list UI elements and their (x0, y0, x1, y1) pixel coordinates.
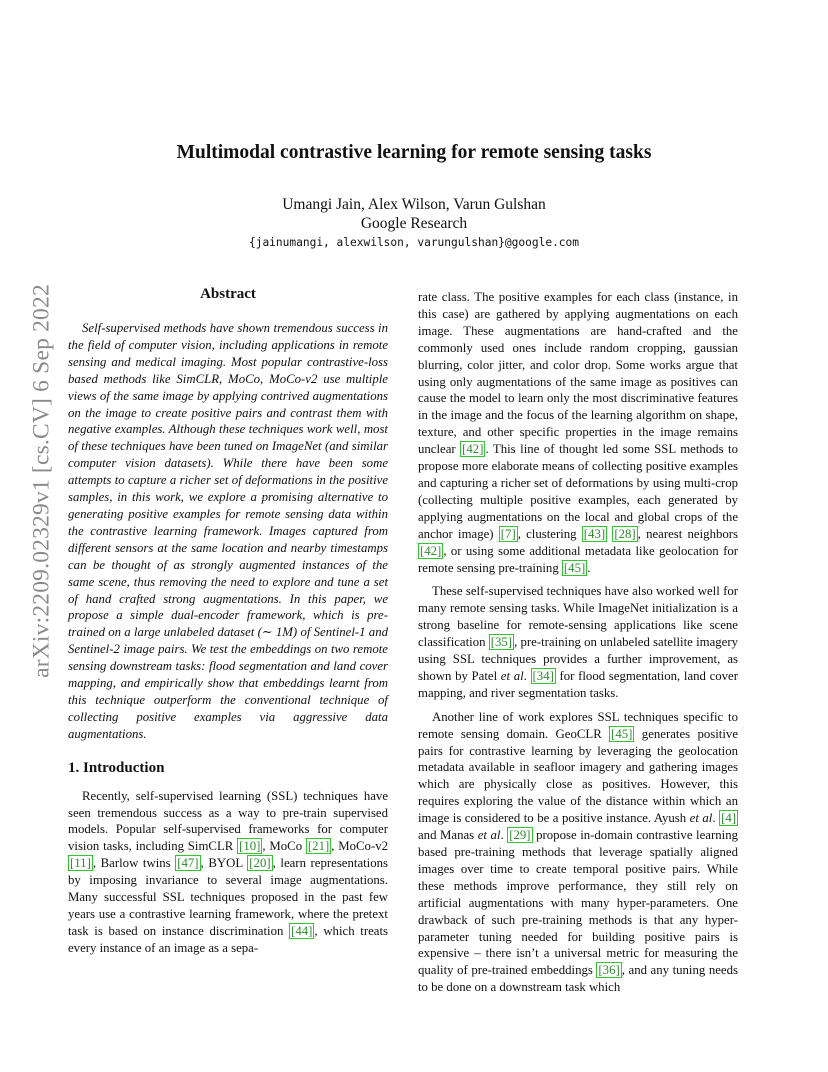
text-run: , clustering (517, 526, 582, 541)
body-paragraph (418, 583, 738, 701)
affiliation: Google Research (360, 215, 468, 232)
citation-link[interactable]: [29] (509, 828, 531, 843)
citation-link[interactable]: [44] (291, 923, 313, 938)
arxiv-stamp-text: arXiv:2209.02329v1 [cs.CV] 6 Sep 2022 (28, 284, 55, 678)
body-paragraph (418, 289, 738, 576)
text-run: generates positive pairs for contrastive learning by leveraging the geolocation metadata available in seafloor imagery and gathering images which are physically close as positives. However, this requires exploring the value of the distance within which an image is considered to be a positive instance. Ayush (418, 726, 738, 826)
citation-link[interactable]: [45] (611, 726, 633, 741)
text-run: , MoCo (262, 839, 306, 854)
text-run: . (500, 828, 508, 843)
text-run: , nearest neighbors (637, 526, 739, 541)
text-run: Another line of work explores SSL techniques specific to remote sensing domain. GeoCLR (418, 709, 738, 741)
author-emails: {jainumangi, alexwilson, varungulshan}@google.com (248, 236, 580, 249)
citation-link[interactable]: [10] (239, 839, 261, 854)
text-run: propose in-domain contrastive learning based pre-training methods that leverage spatially aligned images over time to create temporal positive pairs. While these methods improve performance, they still rely on artificial augmentations with many hyper-parameters. One drawback of such pre-training methods is that any hyper-parameter tuning needed for building positive pairs is expensive – there isn’t a universal metric for measuring the quality of pre-trained embeddings (418, 828, 738, 978)
right-column (418, 289, 738, 996)
body-paragraph (418, 709, 738, 996)
text-run: Recently, self-supervised learning (SSL) techniques have seen tremendous success as a way to pre-train supervised models. Popular self-supervised frameworks for computer vision tasks, including SimCLR (68, 788, 388, 854)
citation-link[interactable]: [4] (721, 811, 737, 826)
text-run: . This line of thought led some SSL methods to propose more elaborate means of collecting positive examples and capturing a richer set of deformations by using multi-crop (collecting multiple positive examples, each generated by applying augmentations on the local and global crops of the anchor image) (418, 442, 738, 541)
citation-link[interactable]: [36] (598, 963, 620, 978)
citation-link[interactable]: [34] (532, 668, 554, 683)
citation-link[interactable]: [28] (614, 526, 636, 541)
text-run: , which treats every instance of an image as a sepa- (68, 923, 388, 955)
citation-link[interactable]: [42] (462, 442, 484, 457)
text-run: , Barlow twins (92, 856, 176, 871)
text-run: for flood segmentation, land cover mapping, and river segmentation tasks. (418, 668, 738, 700)
text-run: , pre-training on unlabeled satellite imagery using SSL techniques provides a further improvement, as shown by Patel (418, 635, 738, 683)
text-run: , BYOL (200, 856, 248, 871)
text-run: These self-supervised techniques have also worked well for many remote sensing tasks. While ImageNet initialization is a strong baseline for remote-sensing applications like scene classification (418, 584, 738, 650)
abstract-text: Self-supervised methods have shown tremendous success in the field of computer vision, including applications in remote sensing and medical imaging. Most popular contrastive-loss based methods like SimCLR, MoCo, MoCo-v2 use multiple views of the same image by applying contrived augmentations on the image to create positive pairs and contrast them with negative examples. Although these techniques work well, most of these techniques have been tuned on ImageNet (and similar computer vision datasets). While there have been some attempts to capture a richer set of deformations in the positive samples, in this work, we explore a promising alternative to generating positive examples for remote sensing data within the contrastive learning framework. Images captured from different sensors at the same location and nearby timestamps can be thought of as strongly augmented instances of the same scene, thus removing the need to explore and tune a set of hand crafted strong augmentations. In this paper, we propose a simple dual-encoder framework, which is pre-trained on a large unlabeled dataset (∼ 1M) of Sentinel-1 and Sentinel-2 image pairs. We test the embeddings on two remote sensing downstream tasks: flood segmentation and land cover mapping, and empirically show that embeddings learnt from this technique outperform the conventional technique of collecting positive examples via aggressive data augmentations. (68, 321, 388, 741)
text-run: , learn representations by imposing invariance to several image augmentations. Many successful SSL techniques proposed in the past few years use a contrastive learning framework, where the pretext task is based on instance discrimination (68, 856, 389, 938)
citation-link[interactable]: [35] (490, 635, 513, 650)
text-run: , or using some additional metadata like geolocation for remote sensing pre-training (418, 543, 738, 575)
abstract-heading: Abstract (200, 286, 256, 302)
author-list: Umangi Jain, Alex Wilson, Varun Gulshan (282, 196, 546, 213)
citation-link[interactable]: [21] (307, 839, 330, 854)
text-run: , and any tuning needs to be done on a downstream task which (418, 963, 738, 995)
citation-link[interactable]: [7] (500, 526, 516, 541)
text-run: , MoCo-v2 (331, 839, 389, 854)
et-al-text: et al (689, 811, 713, 826)
text-run: . (523, 668, 531, 683)
citation-link[interactable]: [43] (583, 526, 606, 541)
text-run: . (587, 560, 591, 575)
left-column (68, 286, 388, 957)
citation-link[interactable]: [20] (249, 856, 271, 871)
citation-link[interactable]: [11] (70, 856, 91, 871)
text-run: and Manas (418, 828, 478, 843)
intro-paragraph (68, 788, 388, 957)
text-run: rate class. The positive examples for each class (instance, in this case) are gathered by applying augmentations on each image. These augmentations are hand-crafted and the commonly used ones include random cropping, gaussian blurring, color jitter, and color drop. Some works argue that using only augmentations of the same image as positives can cause the model to learn only the most discriminative features in the image and the focus of the learning algorithm on shape, texture, and other specific properties in the image remains unclear (418, 290, 738, 457)
et-al-text: et al (500, 668, 524, 683)
citation-link[interactable]: [45] (563, 560, 586, 575)
citation-link[interactable]: [42] (420, 543, 442, 558)
citation-link[interactable]: [47] (177, 856, 199, 871)
introduction-heading: 1. Introduction (68, 759, 165, 776)
text-run: . (712, 811, 720, 826)
paper-title: Multimodal contrastive learning for remote sensing tasks (176, 142, 652, 163)
et-al-text: et al (477, 828, 501, 843)
